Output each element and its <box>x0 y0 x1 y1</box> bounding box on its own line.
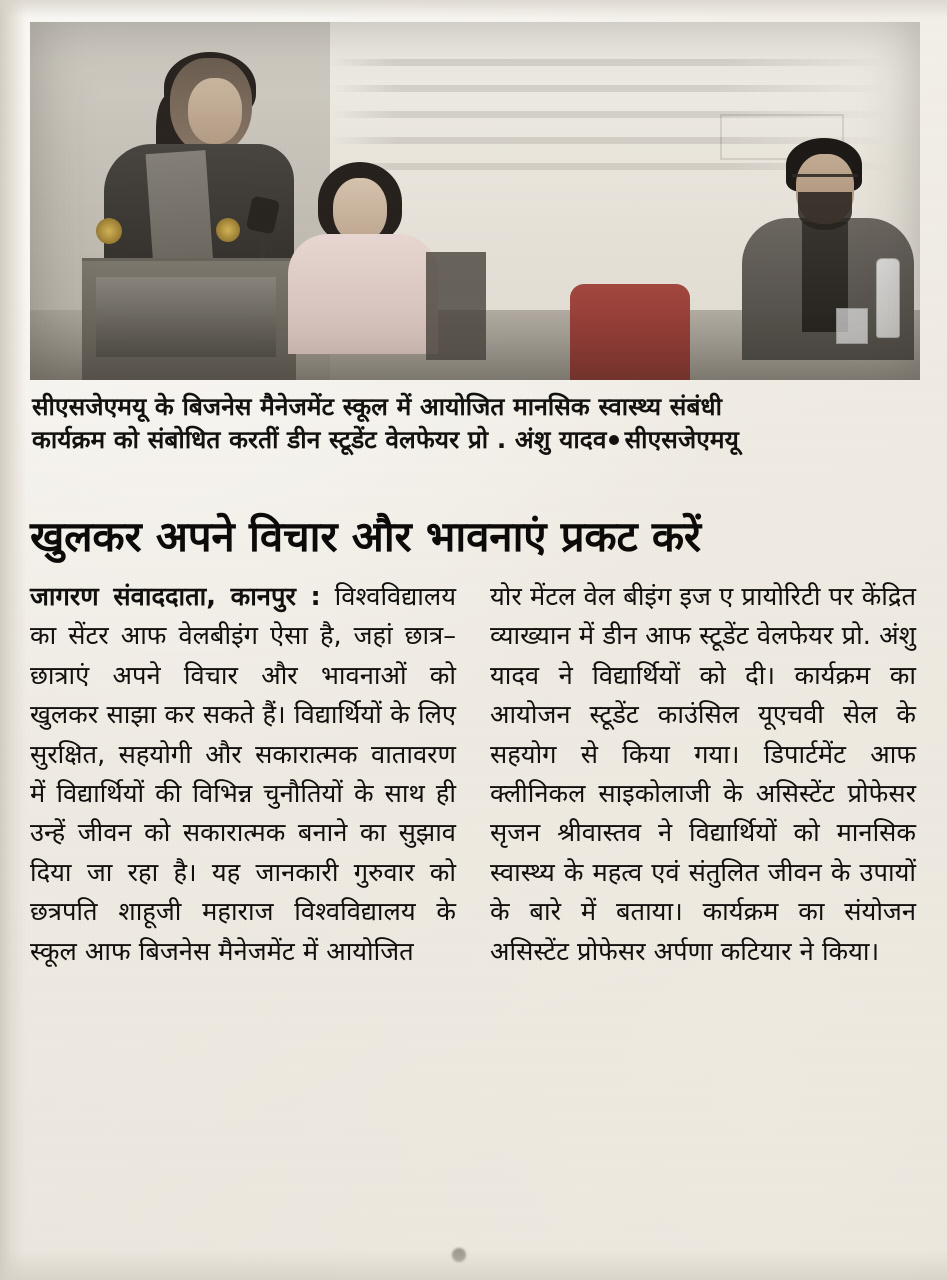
caption-source: सीएसजेएमयू <box>624 425 739 455</box>
caption-line-2: कार्यक्रम को संबोधित करतीं डीन स्टूडेंट वेलफेयर प्रो . अंशु यादव <box>32 425 607 455</box>
caption-line-1: सीएसजेएमयू के बिजनेस मैनेजमेंट स्कूल में आयोजित मानसिक स्वास्थ्य संबंधी <box>32 392 723 421</box>
article-body <box>30 578 916 1248</box>
paper-edge-left <box>0 0 26 1280</box>
photo-caption <box>32 390 916 457</box>
photo-vignette <box>30 22 920 380</box>
page-title: खुलकर अपने विचार और भावनाएं प्रकट करें <box>30 512 701 562</box>
paper-edge-top <box>0 0 947 18</box>
article-text-right: योर मेंटल वेल बीइंग इज ए प्रायोरिटी पर केंद्रित व्याख्यान में डीन आफ स्टूडेंट वेलफेयर प्रो. अंशु यादव ने विद्यार्थियों को दी। कार्यक्रम का आयोजन स्टूडेंट काउंसिल यूएचवी सेल के सहयोग से किया गया। डिपार्टमेंट आफ क्लीनिकल साइकोलाजी के असिस्टेंट प्रोफेसर सृजन श्रीवास्तव ने विद्यार्थियों को मानसिक स्वास्थ्य के महत्व एवं संतुलित जीवन के उपायों के बारे में बताया। कार्यक्रम का संयोजन असिस्टेंट प्रोफेसर अर्पणा कटियार ने किया। <box>490 582 916 967</box>
paper-edge-bottom <box>0 1250 947 1280</box>
article-photo <box>30 22 920 380</box>
article-column-left <box>30 578 456 1248</box>
article-text-left: विश्वविद्यालय का सेंटर आफ वेलबीइंग ऐसा है, जहां छात्र–छात्राएं अपने विचार और भावनाओं को खुलकर साझा कर सकते हैं। विद्यार्थियों के लिए सुरक्षित, सहयोगी और सकारात्मक वातावरण में विद्यार्थियों की विभिन्न चुनौतियों के साथ ही उन्हें जीवन को सकारात्मक बनाने का सुझाव दिया जा रहा है। यह जानकारी गुरुवार को छत्रपति शाहूजी महाराज विश्वविद्यालय के स्कूल आफ बिजनेस मैनेजमेंट में आयोजित <box>30 582 456 967</box>
byline: जागरण संवाददाता, कानपुर : <box>30 582 321 612</box>
caption-bullet-icon <box>609 435 619 445</box>
article-column-right <box>490 578 916 1248</box>
